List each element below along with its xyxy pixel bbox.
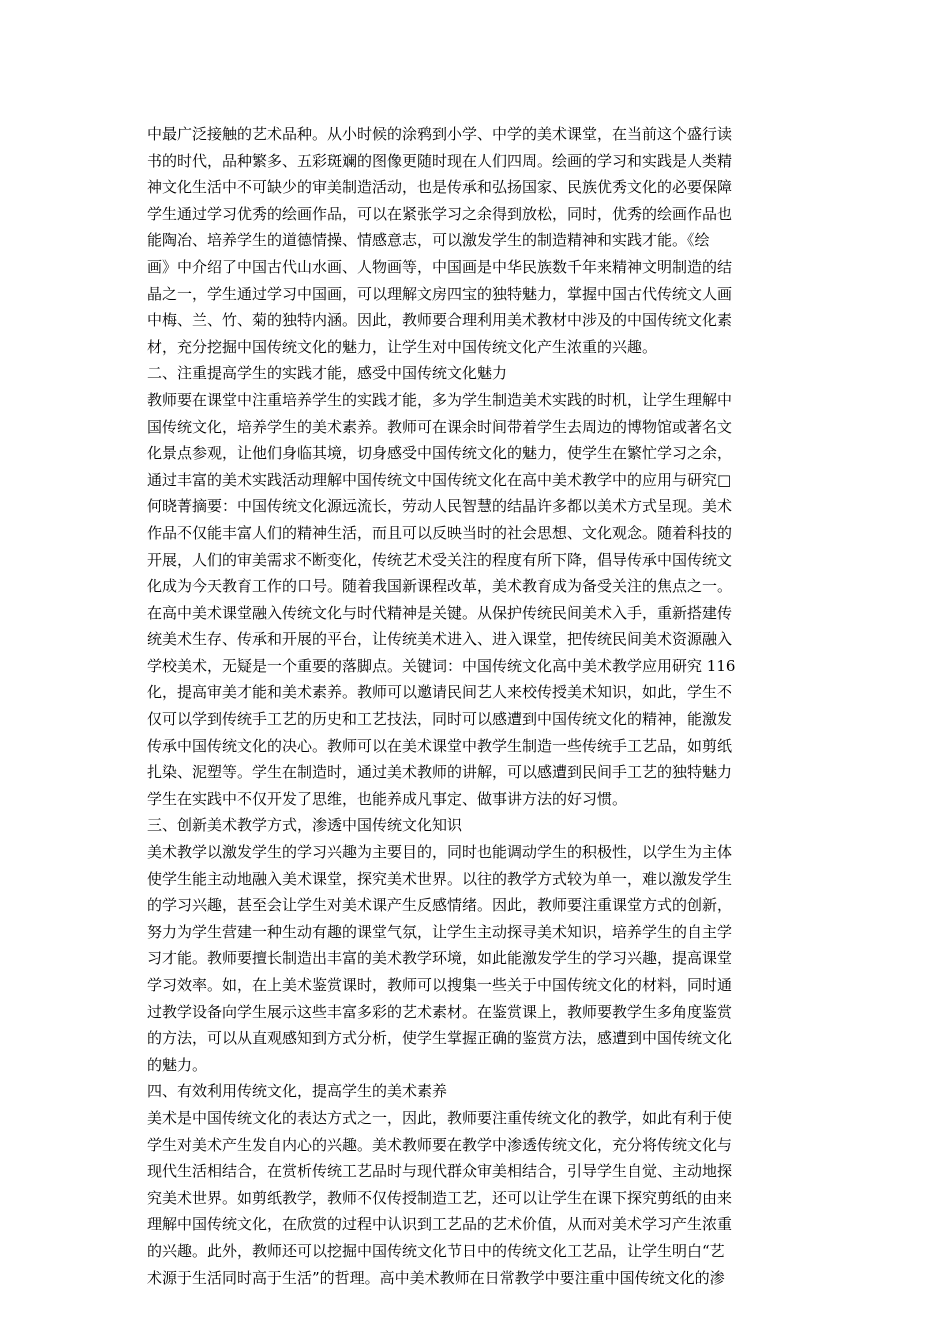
text-line: 画》中介绍了中国古代山水画、人物画等，中国画是中华民族数千年来精神文明制造的结 (147, 257, 733, 276)
text-line: 统美术生存、传承和开展的平台，让传统美术进入、进入课堂，把传统民间美术资源融入 (147, 630, 733, 649)
text-line: 晶之一，学生通过学习中国画，可以理解文房四宝的独特魅力，掌握中国古代传统文人画 (147, 284, 733, 303)
text-line: 的魅力。 (147, 1055, 208, 1074)
text-line: 开展，人们的审美需求不断变化，传统艺术受关注的程度有所下降，倡导传承中国传统文 (147, 550, 733, 569)
text-line: 术源于生活同时高于生活”的哲理。高中美术教师在日常教学中要注重中国传统文化的渗 (147, 1268, 725, 1287)
text-line: 材，充分挖掘中国传统文化的魅力，让学生对中国传统文化产生浓重的兴趣。 (147, 337, 658, 356)
text-line: 的方法，可以从直观感知到方式分析，使学生掌握正确的鉴赏方法，感遭到中国传统文化 (147, 1029, 733, 1048)
text-line: 现代生活相结合，在赏析传统工艺品时与现代群众审美相结合，引导学生自觉、主动地探 (147, 1162, 733, 1181)
text-line: 中梅、兰、竹、菊的独特内涵。因此，教师要合理利用美术教材中涉及的中国传统文化素 (147, 311, 733, 330)
text-line: 教师要在课堂中注重培养学生的实践才能，多为学生制造美术实践的时机，让学生理解中 (147, 390, 733, 409)
text-line: 使学生能主动地融入美术课堂，探究美术世界。以往的教学方式较为单一，难以激发学生 (147, 869, 733, 888)
document-body (147, 121, 807, 1291)
text-line: 仅可以学到传统手工艺的历史和工艺技法，同时可以感遭到中国传统文化的精神，能激发 (147, 710, 733, 729)
text-line: 能陶冶、培养学生的道德情操、情感意志，可以激发学生的制造精神和实践才能。《绘 (147, 231, 710, 250)
text-line: 的学习兴趣，甚至会让学生对美术课产生反感情绪。因此，教师要注重课堂方式的创新， (147, 896, 733, 915)
text-line: 扎染、泥塑等。学生在制造时，通过美术教师的讲解，可以感遭到民间手工艺的独特魅力 (147, 763, 733, 782)
text-line: 国传统文化，培养学生的美术素养。教师可在课余时间带着学生去周边的博物馆或著名文 (147, 417, 733, 436)
text-line: 三、创新美术教学方式，渗透中国传统文化知识 (147, 816, 463, 835)
text-line: 美术是中国传统文化的表达方式之一，因此，教师要注重传统文化的教学，如此有利于使 (147, 1108, 733, 1127)
text-line: 过教学设备向学生展示这些丰富多彩的艺术素材。在鉴赏课上，教师要教学生多角度鉴赏 (147, 1002, 733, 1021)
text-line: 四、有效利用传统文化，提高学生的美术素养 (147, 1082, 448, 1101)
text-line: 学生通过学习优秀的绘画作品，可以在紧张学习之余得到放松，同时，优秀的绘画作品也 (147, 204, 733, 223)
text-line: 化景点参观，让他们身临其境，切身感受中国传统文化的魅力，使学生在繁忙学习之余， (147, 444, 733, 463)
text-line: 的兴趣。此外，教师还可以挖掘中国传统文化节日中的传统文化工艺品，让学生明白“艺 (147, 1241, 725, 1260)
text-line: 神文化生活中不可缺少的审美制造活动，也是传承和弘扬国家、民族优秀文化的必要保障 (147, 178, 733, 197)
text-line: 通过丰富的美术实践活动理解中国传统文中国传统文化在高中美术教学中的应用与研究□ (147, 470, 732, 489)
text-line: 学习效率。如，在上美术鉴赏课时，教师可以搜集一些关于中国传统文化的材料，同时通 (147, 976, 733, 994)
text-line: 中最广泛接触的艺术品种。从小时候的涂鸦到小学、中学的美术课堂，在当前这个盛行读 (147, 125, 733, 143)
text-line: 在高中美术课堂融入传统文化与时代精神是关键。从保护传统民间美术入手，重新搭建传 (147, 603, 733, 622)
text-line: 学校美术，无疑是一个重要的落脚点。关键词：中国传统文化高中美术教学应用研究 116 (147, 656, 736, 675)
text-line: 书的时代，品种繁多、五彩斑斓的图像更随时现在人们四周。绘画的学习和实践是人类精 (147, 151, 733, 170)
text-line: 学生对美术产生发自内心的兴趣。美术教师要在教学中渗透传统文化，充分将传统文化与 (147, 1135, 733, 1154)
text-line: 化，提高审美才能和美术素养。教师可以邀请民间艺人来校传授美术知识，如此，学生不 (147, 683, 733, 702)
text-line: 美术教学以激发学生的学习兴趣为主要目的，同时也能调动学生的积极性，以学生为主体 (147, 843, 733, 862)
text-line: 何晓菁摘要：中国传统文化源远流长，劳动人民智慧的结晶许多都以美术方式呈现。美术 (147, 497, 733, 516)
text-line: 学生在实践中不仅开发了思维，也能养成凡事定、做事讲方法的好习惯。 (147, 789, 628, 808)
text-line: 究美术世界。如剪纸教学，教师不仅传授制造工艺，还可以让学生在课下探究剪纸的由来 (147, 1188, 733, 1207)
text-line: 习才能。教师要擅长制造出丰富的美术教学环境，如此能激发学生的学习兴趣，提高课堂 (147, 949, 733, 968)
text-line: 理解中国传统文化，在欣赏的过程中认识到工艺品的艺术价值，从而对美术学习产生浓重 (147, 1215, 733, 1234)
text-line: 作品不仅能丰富人们的精神生活，而且可以反映当时的社会思想、文化观念。随着科技的 (147, 523, 733, 542)
text-line: 二、注重提高学生的实践才能，感受中国传统文化魅力 (147, 364, 508, 383)
text-line: 传承中国传统文化的决心。教师可以在美术课堂中教学生制造一些传统手工艺品，如剪纸 (147, 736, 733, 755)
text-line: 努力为学生营建一种生动有趣的课堂气氛，让学生主动探寻美术知识，培养学生的自主学 (147, 922, 733, 941)
text-line: 化成为今天教育工作的口号。随着我国新课程改革，美术教育成为备受关注的焦点之一。 (147, 577, 733, 596)
